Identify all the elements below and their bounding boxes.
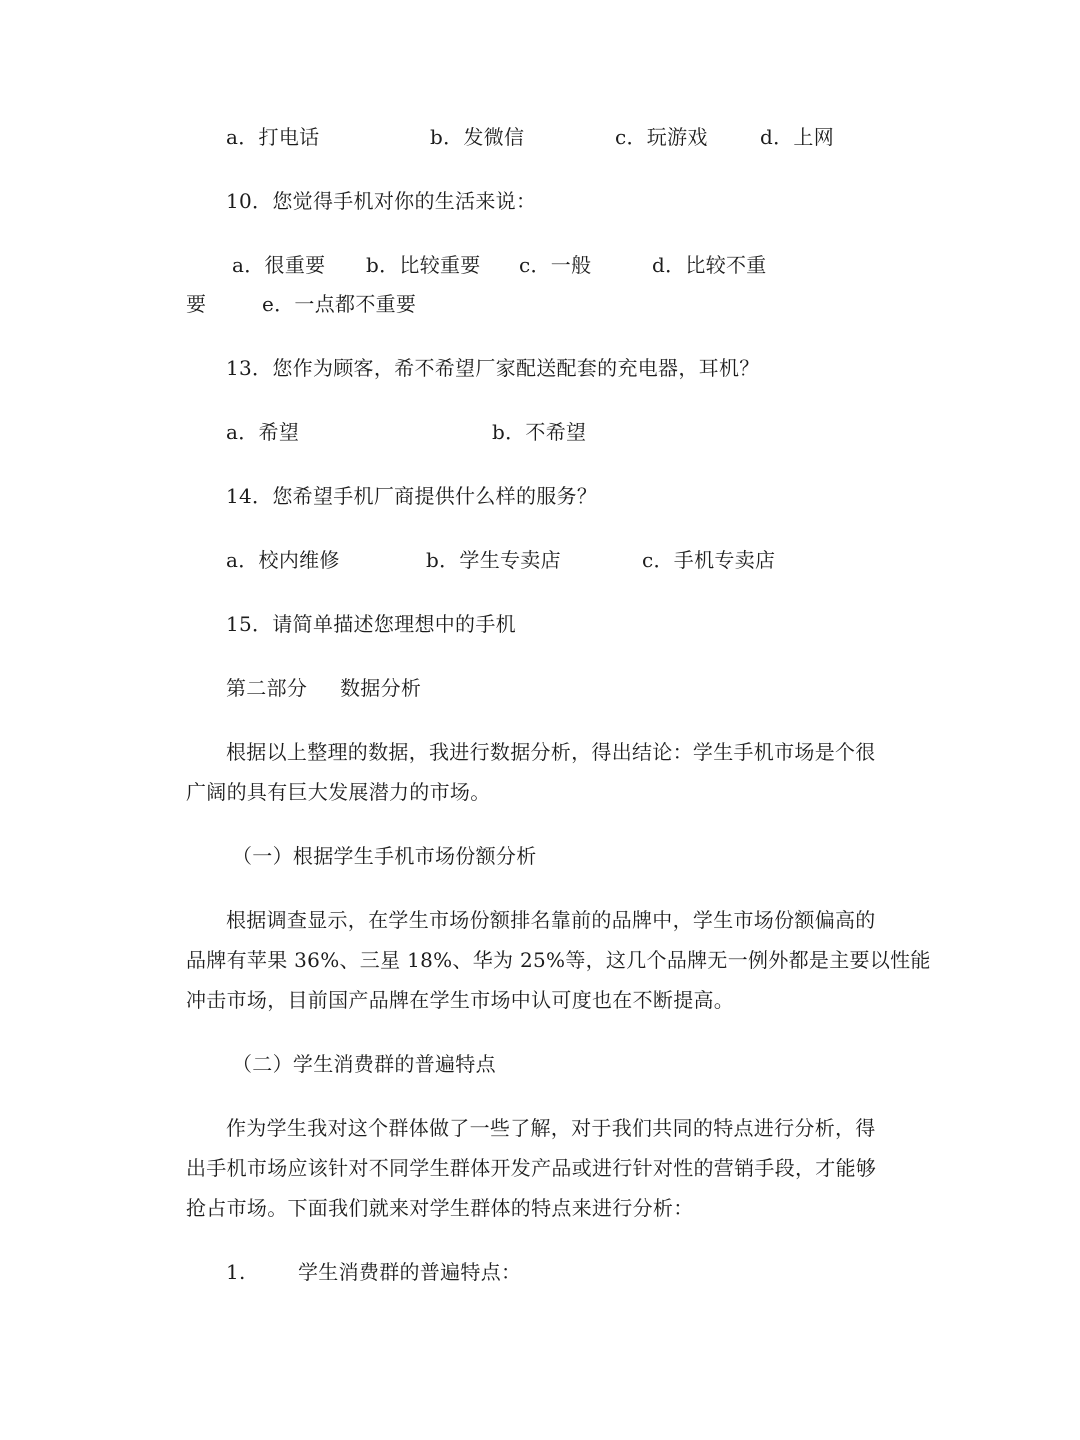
section2-title: （二）学生消费群的普遍特点 bbox=[232, 1052, 496, 1076]
q9-option-c: c．玩游戏 bbox=[615, 125, 708, 149]
q14-option-c: c．手机专卖店 bbox=[642, 548, 776, 572]
item1-number: 1. bbox=[226, 1260, 246, 1284]
part2-heading-label: 第二部分 bbox=[226, 676, 308, 700]
q10-option-d-continued: 要 bbox=[186, 292, 207, 316]
q10-option-b: b．比较重要 bbox=[366, 253, 481, 277]
q13-option-b: b．不希望 bbox=[492, 420, 587, 444]
q10-option-e: e．一点都不重要 bbox=[262, 292, 417, 316]
section2-line-2: 出手机市场应该针对不同学生群体开发产品或进行针对性的营销手段，才能够 bbox=[186, 1156, 877, 1180]
q9-option-b: b．发微信 bbox=[430, 125, 525, 149]
q14-option-a: a．校内维修 bbox=[226, 548, 340, 572]
section1-line-3: 冲击市场，目前国产品牌在学生市场中认可度也在不断提高。 bbox=[186, 988, 735, 1012]
q10-option-d: d．比较不重 bbox=[652, 253, 767, 277]
q14-question: 14．您希望手机厂商提供什么样的服务？ bbox=[226, 484, 598, 508]
q10-option-c: c．一般 bbox=[519, 253, 592, 277]
intro-line-2: 广阔的具有巨大发展潜力的市场。 bbox=[186, 780, 491, 804]
q15-question: 15．请简单描述您理想中的手机 bbox=[226, 612, 516, 636]
q13-question: 13．您作为顾客，希不希望厂家配送配套的充电器，耳机？ bbox=[226, 356, 760, 380]
section1-title: （一）根据学生手机市场份额分析 bbox=[232, 844, 537, 868]
section2-line-3: 抢占市场。下面我们就来对学生群体的特点来进行分析： bbox=[186, 1196, 694, 1220]
section1-line-1: 根据调查显示，在学生市场份额排名靠前的品牌中，学生市场份额偏高的 bbox=[226, 908, 876, 932]
q13-option-a: a．希望 bbox=[226, 420, 300, 444]
item1-text: 学生消费群的普遍特点： bbox=[298, 1260, 522, 1284]
q9-option-d: d．上网 bbox=[760, 125, 835, 149]
q14-option-b: b．学生专卖店 bbox=[426, 548, 561, 572]
part2-heading-title: 数据分析 bbox=[340, 676, 422, 700]
section2-line-1: 作为学生我对这个群体做了一些了解，对于我们共同的特点进行分析，得 bbox=[226, 1116, 876, 1140]
q9-option-a: a．打电话 bbox=[226, 125, 320, 149]
q10-option-a: a．很重要 bbox=[232, 253, 326, 277]
section1-line-2: 品牌有苹果 36%、三星 18%、华为 25%等，这几个品牌无一例外都是主要以性能 bbox=[186, 948, 931, 972]
q10-question: 10．您觉得手机对你的生活来说： bbox=[226, 189, 537, 213]
intro-line-1: 根据以上整理的数据，我进行数据分析，得出结论：学生手机市场是个很 bbox=[226, 740, 876, 764]
